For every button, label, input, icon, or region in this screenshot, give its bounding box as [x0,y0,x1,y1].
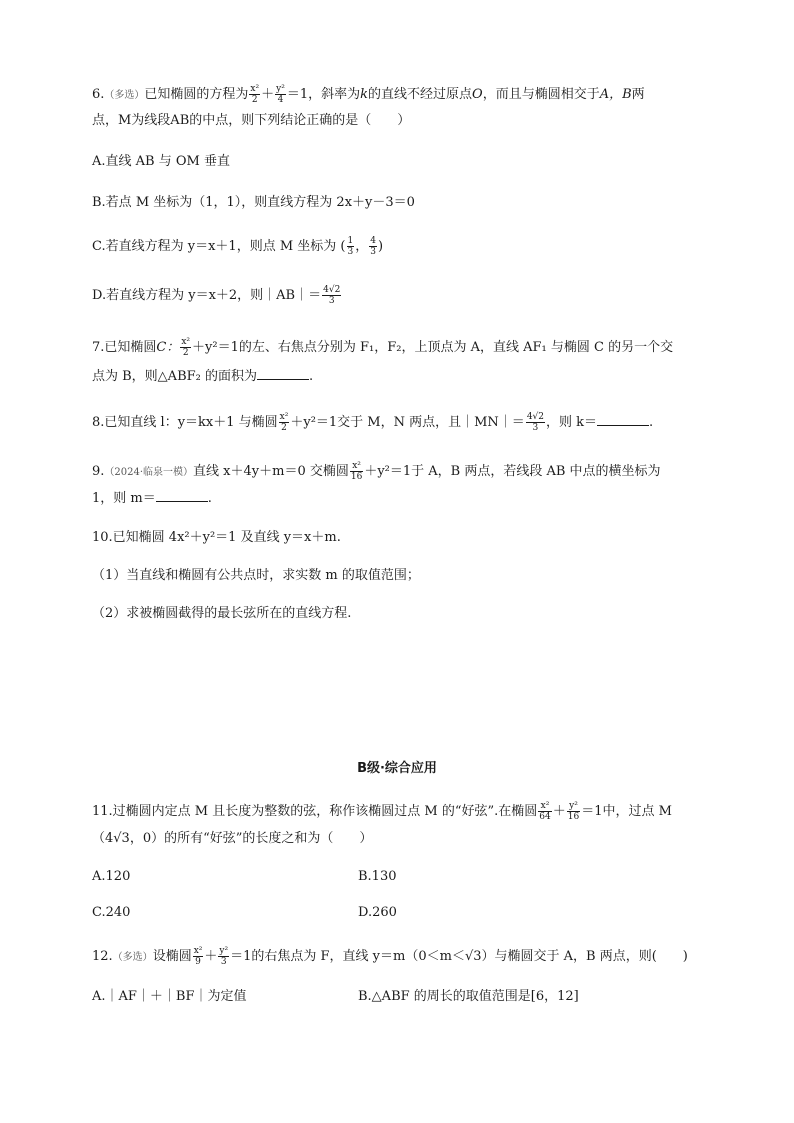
q6-option-c-point: ( $\frac{1}{3}$ ， $\frac{4}{3}$ ) [340,236,384,257]
q6-frac-x: $\frac{\text{x²}}{2}$ [250,84,260,105]
q6-option-c [92,236,383,257]
q9-line2: 1，则 m＝ . [92,491,212,506]
q6-plus: ＋ [261,87,275,102]
q11-option-a: A.120 [92,869,131,884]
q11-text-b: 中，过点 M [602,804,672,819]
q6-option-d-frac: $\frac{4√2}{3}$ [323,285,341,306]
q6-line2: 点，M为线段AB的中点，则下列结论正确的是（ ） [92,113,411,128]
q9-answer-blank [156,489,208,502]
q6-option-d-text: D.若直线方程为 y＝x＋2，则｜AB｜＝ [92,288,322,303]
q12-plus: ＋ [204,949,218,964]
q6-option-a: A.直线 AB 与 OM 垂直 [92,154,230,169]
q6-text-e: 两 [631,87,645,102]
q10-line1: 10.已知椭圆 4x²＋y²＝1 及直线 y＝x＋m. [92,530,341,545]
q11-frac-x: $\frac{\text{x²}}{64}$ [539,801,551,822]
q6-option-d [92,285,342,306]
q7-text-c: 点为 B，则△ABF₂ 的面积为 [92,369,257,384]
q6-text-a: 已知椭圆的方程为 [144,87,249,102]
q11-plus: ＋ [552,804,566,819]
q7-text-a: 7.已知椭圆 [92,340,157,355]
q7-answer-blank [257,367,309,380]
q8-frac: $\frac{\text{x²}}{2}$ [279,412,289,433]
q8-text-c: ，则 k＝ [546,415,598,430]
q11-text-a: 11.过椭圆内定点 M 且长度为整数的弦，称作该椭圆过点 M 的“好弦”.在椭圆 [92,804,538,819]
q9-text-b: 于 A，B 两点，若线段 AB 中点的横坐标为 [411,464,661,479]
q6-AB: A，B [599,87,632,102]
q11-option-b: B.130 [358,869,397,884]
q9-line1 [92,461,661,482]
q6-number: 6. [92,87,105,102]
q6-k: k [360,87,369,102]
q8-frac-mn: $\frac{4√2}{3}$ [526,412,544,433]
q6-text-b: ，斜率为 [308,87,361,102]
q7-C: C： [156,340,180,355]
q10-part2: （2）求被椭圆截得的最长弦所在的直线方程. [92,606,352,621]
q8-answer-blank [597,413,649,426]
q12-text-b: 的右焦点为 F，直线 y＝m（0＜m＜√3）与椭圆交于 A，B 两点，则( ) [251,949,688,964]
q12-line1 [92,946,688,967]
q11-line2: （4√3，0）的所有“好弦”的长度之和为（ ） [92,831,373,846]
q9-number: 9. [92,464,105,479]
q8-text-a: 8.已知直线 l：y＝kx＋1 与椭圆 [92,415,278,430]
q11-frac-y: $\frac{\text{y²}}{16}$ [567,801,580,822]
q12-frac-x: $\frac{\text{x²}}{9}$ [193,946,203,967]
q12-text-a: 设椭圆 [152,949,192,964]
q6-text-c: 的直线不经过原点 [368,87,473,102]
q8-line: 8.已知直线 l：y＝kx＋1 与椭圆 $\frac{\text{x²}}{2}$ ＋y²＝1交于 M，N 两点，且｜MN｜＝ $\frac{4√2}{3}$ ，则 k＝ . [92,412,654,433]
q12-tag: （多选） [112,952,153,963]
q11-eq: ＝1 [581,804,603,819]
q9-frac: $\frac{\text{x²}}{16}$ [350,461,363,482]
q12-number: 12. [92,949,113,964]
q9-text-c: 1，则 m＝ [92,491,156,506]
q9-eq: ＋y²＝1 [364,464,412,479]
q11-option-c: C.240 [92,905,131,920]
q8-text-b: 交于 M，N 两点，且｜MN｜＝ [337,415,525,430]
q6-text-d: ，而且与椭圆相交于 [482,87,600,102]
q8-eq: ＋y²＝1 [290,415,338,430]
q7-text-b: 的左、右焦点分别为 F₁，F₂，上顶点为 A，直线 AF₁ 与椭圆 C 的另一个交 [238,340,674,355]
q7-eq: ＋y²＝1 [192,340,239,355]
q6-option-c-text: C.若直线方程为 y＝x＋1，则点 M 坐标为 [92,239,337,254]
q6-frac-y: $\frac{\text{y²}}{4}$ [276,84,285,105]
q7-line1 [92,337,673,358]
q9-tag: （2024·临泉一模） [104,467,194,478]
q11-option-d: D.260 [358,905,397,920]
q12-option-a: A.｜AF｜＋｜BF｜为定值 [92,989,247,1004]
q12-option-b: B.△ABF 的周长的取值范围是[6，12] [358,989,579,1004]
q11-line1 [92,801,672,822]
section-title: B级·综合应用 [357,761,437,776]
q7-frac: $\frac{\text{x²}}{2}$ [181,337,191,358]
q6-O: O [472,87,483,102]
q10-part1: （1）当直线和椭圆有公共点时，求实数 m 的取值范围； [92,568,420,583]
q12-eq: ＝1 [230,949,252,964]
q6-eq: ＝1 [286,87,309,102]
q12-frac-y: $\frac{\text{y²}}{3}$ [219,946,229,967]
q9-text-a: 直线 x＋4y＋m＝0 交椭圆 [193,464,349,479]
q7-line2: 点为 B，则△ABF₂ 的面积为 . [92,369,314,384]
q6-line1 [92,84,645,105]
q6-option-b: B.若点 M 坐标为（1，1），则直线方程为 2x＋y－3＝0 [92,195,415,210]
q6-tag: （多选） [104,90,145,101]
